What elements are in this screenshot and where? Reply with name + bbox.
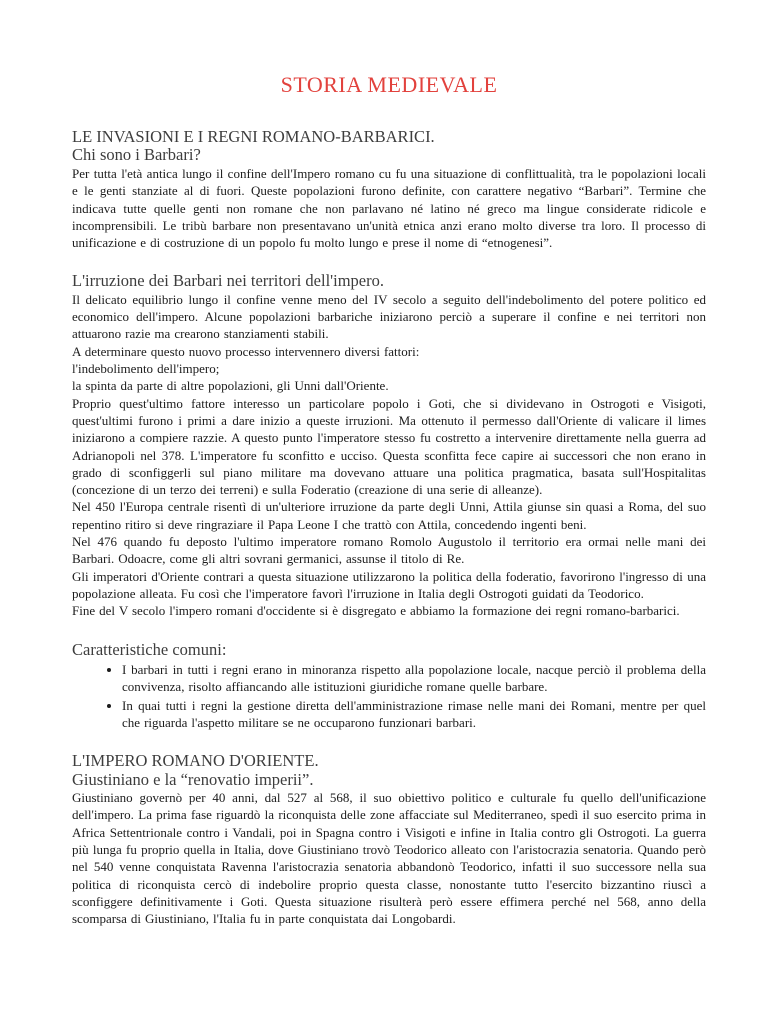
- bullet-list: [72, 661, 706, 731]
- paragraph: Gli imperatori d'Oriente contrari a questa situazione utilizzarono la politica della foderatio, favorirono l'ingresso di una popolazione alleata. Fu così che l'imperatore favorì l'irruzione in Italia degli Ostrogoti guidati da Teodorico.: [72, 568, 706, 601]
- paragraph: l'indebolimento dell'impero;: [72, 361, 220, 377]
- section-heading: Caratteristiche comuni:: [72, 639, 227, 659]
- paragraph: Giustiniano governò per 40 anni, dal 527 al 568, il suo obiettivo politico e culturale fu quello dell'unificazione dell'impero. La prima fase riguardò la riconquista delle zone affacciate sul Mediterraneo, spedì il suo esercito prima in Africa Settentrionale contro i Vandali, poi in Spagna contro i Visigoti e infine in Italia contro gli Ostrogoti. La guerra più lunga fu proprio quella in Italia, dove Giustiniano trovò Teodorico alleato con l'aristocrazia senatoria. Quando però nel 540 venne conquistata Ravenna l'aristocrazia senatoria abbandonò Teodorico, infatti il suo successore nella sua politica di riconquista cercò di indebolire proprio questa classe, nonostante tutto l'esercito bizzantino riuscì a sconfiggere definitivamente i Goti. Questa situazione risulterà però essere effimera perché nel 568, anno della scomparsa di Giustiniano, l'Italia fu in parte conquistata dai Longobardi.: [72, 790, 706, 927]
- paragraph: Proprio quest'ultimo fattore interesso un particolare popolo i Goti, che si dividevano in Ostrogoti e Visigoti, quest'ultimi furono i primi a dare inizio a queste irruzioni. Ma ottenuto il permesso dall'Oriente di valicare il limes iniziarono a compiere razzie. A questo punto l'imperatore stesso fu costretto a intervenire direttamente nella guerra ad Adrianopoli nel 378. L'imperatore fu sconfitto e ucciso. Questa sconfitta fece capire ai successori che non erano in grado di sconfiggerli sul piano militare ma dovevano attuare una politica pragmatica, basata sull'Hospitalitas (concezione di un terzo dei terreni) e sulla Foderatio (creazione di una serie di alleanze).: [72, 395, 706, 498]
- paragraph: Per tutta l'età antica lungo il confine dell'Impero romano cu fu una situazione di conflittualità, tra le popolazioni locali e le genti stanziate al di fuori. Queste popolazioni furono definite, con carattere negativo “Barbari”. Termine che indicava tutte quelle genti non romane che non parlavano né latino né greco ma lingue considerate ridicole e incomprensibili. Le tribù barbare non presentavano un'unità etnica anzi erano molto diverse tra loro. Il processo di unificazione e di costruzione di un popolo fu molto lungo e prese il nome di “etnogenesi”.: [72, 165, 706, 251]
- section-caratteristiche: [72, 641, 706, 732]
- section-subheading: Chi sono i Barbari?: [72, 145, 201, 165]
- section-subheading: Giustiniano e la “renovatio imperii”.: [72, 769, 314, 789]
- section-heading: L'IMPERO ROMANO D'ORIENTE.: [72, 751, 319, 771]
- paragraph: A determinare questo nuovo processo intervennero diversi fattori:: [72, 343, 420, 359]
- paragraph: Fine del V secolo l'impero romani d'occidente si è disgregato e abbiamo la formazione dei regni romano-barbarici.: [72, 603, 680, 619]
- list-item: • I barbari in tutti i regni erano in minoranza rispetto alla popolazione locale, nacque perciò il problema della convivenza, risolto affiancando alle istituzioni giuridiche romane quelle barbare.: [122, 661, 706, 696]
- paragraph: Nel 476 quando fu deposto l'ultimo imperatore romano Romolo Augustolo il territorio era ormai nelle mani dei Barbari. Odoacre, come gli altri sovrani germanici, assunse il titolo di Re.: [72, 534, 706, 567]
- section-impero-oriente: [72, 752, 706, 927]
- section-irruzione: [72, 272, 706, 619]
- document-content: [72, 72, 706, 928]
- section-heading: LE INVASIONI E I REGNI ROMANO-BARBARICI.: [72, 127, 435, 146]
- list-item: • In quai tutti i regni la gestione diretta dell'amministrazione rimase nelle mani dei Romani, mentre per quel che riguarda l'aspetto militare se ne occuparono funzionari barbari.: [122, 697, 706, 732]
- page-title: STORIA MEDIEVALE: [280, 72, 498, 97]
- paragraph: la spinta da parte di altre popolazioni, gli Unni dall'Oriente.: [72, 378, 389, 394]
- section-invasioni: [72, 128, 706, 251]
- paragraph: Il delicato equilibrio lungo il confine venne meno del IV secolo a seguito dell'indebolimento del potere politico ed economico dell'impero. Alcune popolazioni barbariche iniziarono perciò a superare il confine e nei territori non attuarono razie ma crearono stanziamenti stabili.: [72, 291, 706, 342]
- section-heading: L'irruzione dei Barbari nei territori dell'impero.: [72, 271, 384, 291]
- paragraph: Nel 450 l'Europa centrale risentì di un'ulteriore irruzione da parte degli Unni, Attila giunse sin quasi a Roma, del suo repentino ritiro si deve ringraziare il Papa Leone I che trattò con Attila, concedendo ingenti beni.: [72, 499, 706, 532]
